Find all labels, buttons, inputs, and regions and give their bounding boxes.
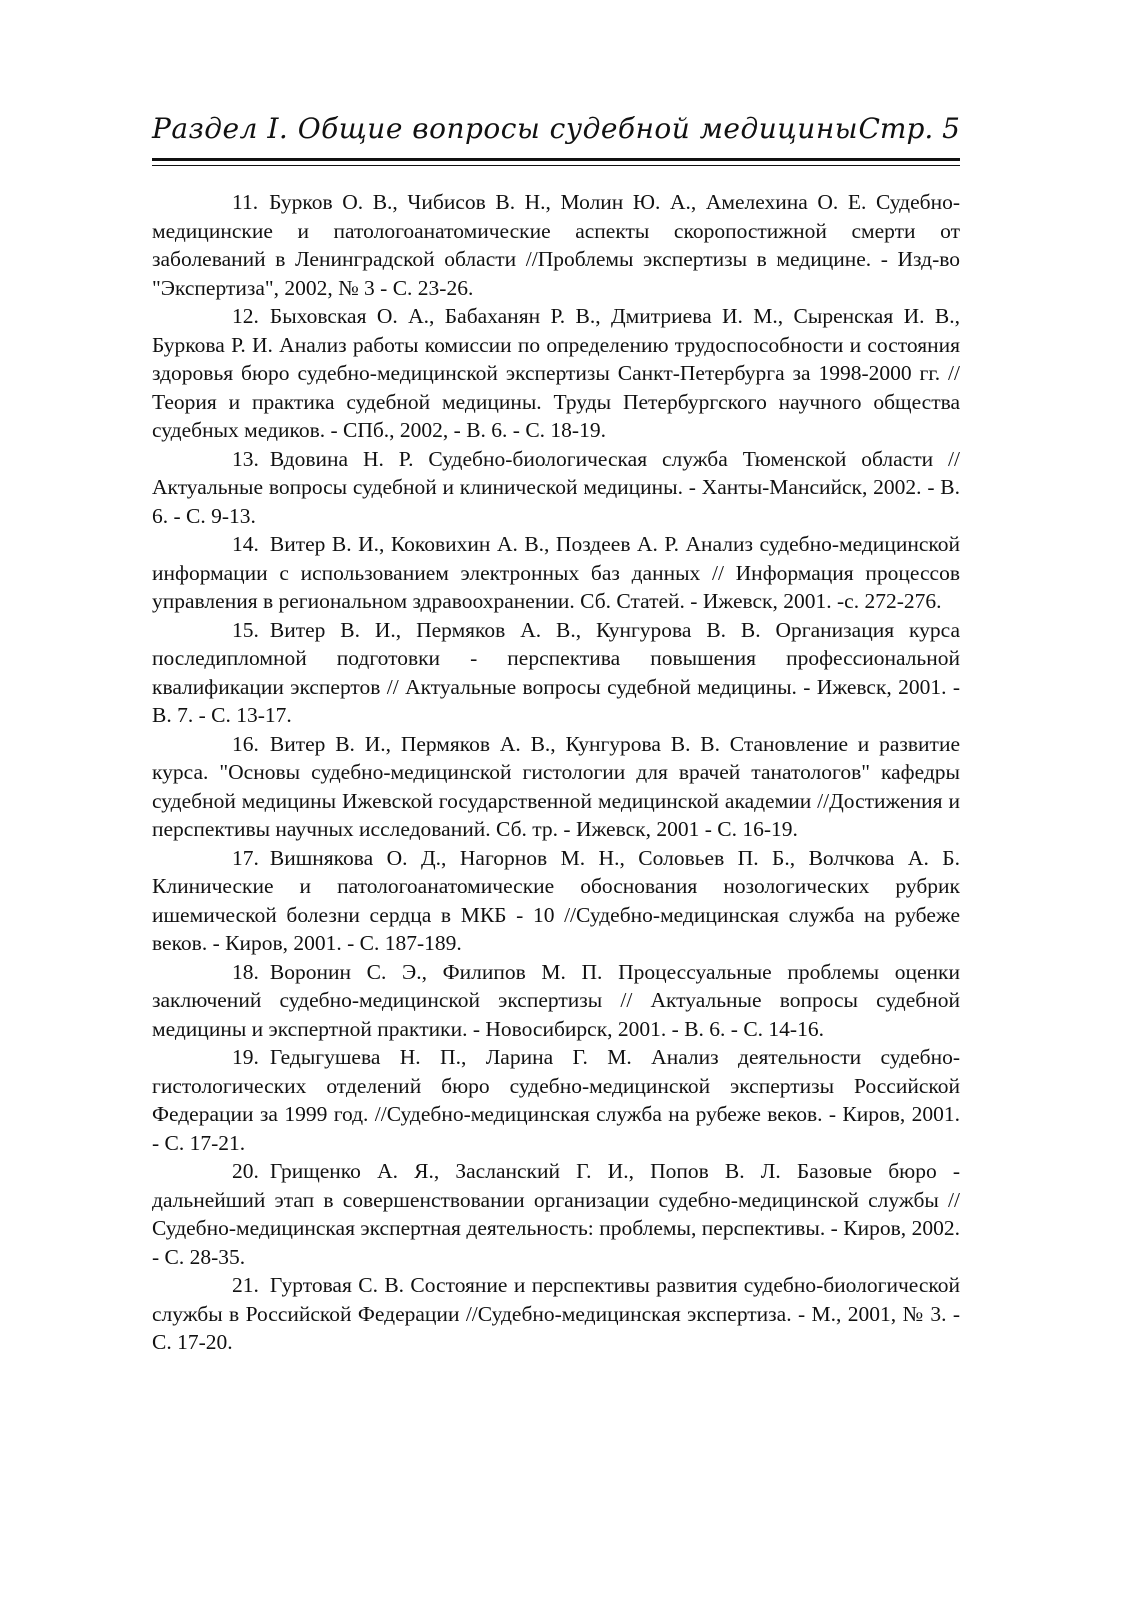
reference-number: 16. [232, 731, 259, 756]
reference-number: 15. [232, 617, 259, 642]
reference-number: 13. [232, 446, 259, 471]
reference-text: Витер В. И., Пермяков А. В., Кунгурова В. В. Становление и развитие курса. "Основы судебно-медицинской гистологии для врачей танатологов" кафедры судебной медицины Ижевской государственной медицинской академии //Достижения и перспективы научных исследований. Сб. тр. - Ижевск, 2001 - С. 16-19. [152, 731, 960, 841]
reference-item [152, 958, 960, 1044]
reference-text: Вишнякова О. Д., Нагорнов М. Н., Соловьев П. Б., Волчкова А. Б. Клинические и патологоанатомические обоснования нозологических рубрик ишемической болезни сердца в МКБ - 10 //Судебно-медицинская служба на рубеже веков. - Киров, 2001. - С. 187-189. [152, 845, 960, 955]
reference-text: Воронин С. Э., Филипов М. П. Процессуальные проблемы оценки заключений судебно-медицинской экспертизы // Актуальные вопросы судебной медицины и экспертной практики. - Новосибирск, 2001. - В. 6. - С. 14-16. [152, 959, 960, 1041]
reference-text: Гуртовая С. В. Состояние и перспективы развития судебно-биологической службы в Российской Федерации //Судебно-медицинская экспертиза. - М., 2001, № 3. - С. 17-20. [152, 1273, 960, 1354]
reference-text: Витер В. И., Коковихин А. В., Поздеев А. Р. Анализ судебно-медицинской информации с использованием электронных баз данных // Информация процессов управления в региональном здравоохранении. Сб. Статей. - Ижевск, 2001. -с. 272-276. [152, 532, 960, 613]
reference-item [152, 188, 960, 302]
reference-item [152, 616, 960, 730]
reference-number: 11. [232, 190, 259, 214]
reference-list [152, 188, 960, 1357]
reference-text: Витер В. И., Пермяков А. В., Кунгурова В. В. Организация курса последипломной подготовки - перспектива повышения профессиональной квалификации экспертов // Актуальные вопросы судебной медицины. - Ижевск, 2001. - В. 7. - С. 13-17. [152, 617, 960, 727]
reference-item [152, 1157, 960, 1271]
reference-text: Гедыгушева Н. П., Ларина Г. М. Анализ деятельности судебно-гистологических отделений бюро судебно-медицинской экспертизы Российской Федерации за 1999 год. //Судебно-медицинская служба на рубеже веков. - Киров, 2001. - С. 17-21. [152, 1045, 960, 1155]
reference-text: Быховская О. А., Бабаханян Р. В., Дмитриева И. М., Сыренская И. В., Буркова Р. И. Анализ работы комиссии по определению трудоспособности и состояния здоровья бюро судебно-медицинской экспертизы Санкт-Петербурга за 1998-2000 гг. // Теория и практика судебной медицины. Труды Петербургского научного общества судебных медиков. - СПб., 2002, - В. 6. - С. 18-19. [152, 304, 960, 442]
section-title: Раздел I. Общие вопросы судебной медицины [152, 112, 859, 145]
page-header [152, 108, 960, 156]
reference-text: Бурков О. В., Чибисов В. Н., Молин Ю. А., Амелехина О. Е. Судебно-медицинские и патологоанатомические аспекты скоропостижной смерти от заболеваний в Ленинградской области //Проблемы экспертизы в медицине. - Изд-во "Экспертиза", 2002, № 3 - С. 23-26. [152, 190, 960, 300]
reference-item [152, 1043, 960, 1157]
reference-number: 21. [232, 1273, 259, 1297]
reference-item [152, 530, 960, 616]
reference-number: 19. [232, 1045, 259, 1069]
reference-item [152, 1271, 960, 1357]
reference-number: 20. [232, 1159, 259, 1183]
reference-item [152, 730, 960, 844]
page-number: Стр. 5 [858, 112, 960, 145]
reference-item [152, 445, 960, 531]
reference-text: Грищенко А. Я., Засланский Г. И., Попов В. Л. Базовые бюро - дальнейший этап в совершенствовании организации судебно-медицинской службы //Судебно-медицинская экспертная деятельность: проблемы, перспективы. - Киров, 2002. - С. 28-35. [152, 1159, 960, 1269]
reference-number: 17. [232, 845, 259, 870]
reference-number: 14. [232, 532, 259, 556]
reference-text: Вдовина Н. Р. Судебно-биологическая служба Тюменской области // Актуальные вопросы судебной и клинической медицины. - Ханты-Мансийск, 2002. - В. 6. - С. 9-13. [152, 446, 960, 528]
header-rule-thick [152, 158, 960, 161]
reference-item [152, 844, 960, 958]
header-rule-thin [152, 165, 960, 166]
reference-number: 18. [232, 959, 259, 984]
reference-number: 12. [232, 304, 259, 328]
reference-item [152, 302, 960, 445]
